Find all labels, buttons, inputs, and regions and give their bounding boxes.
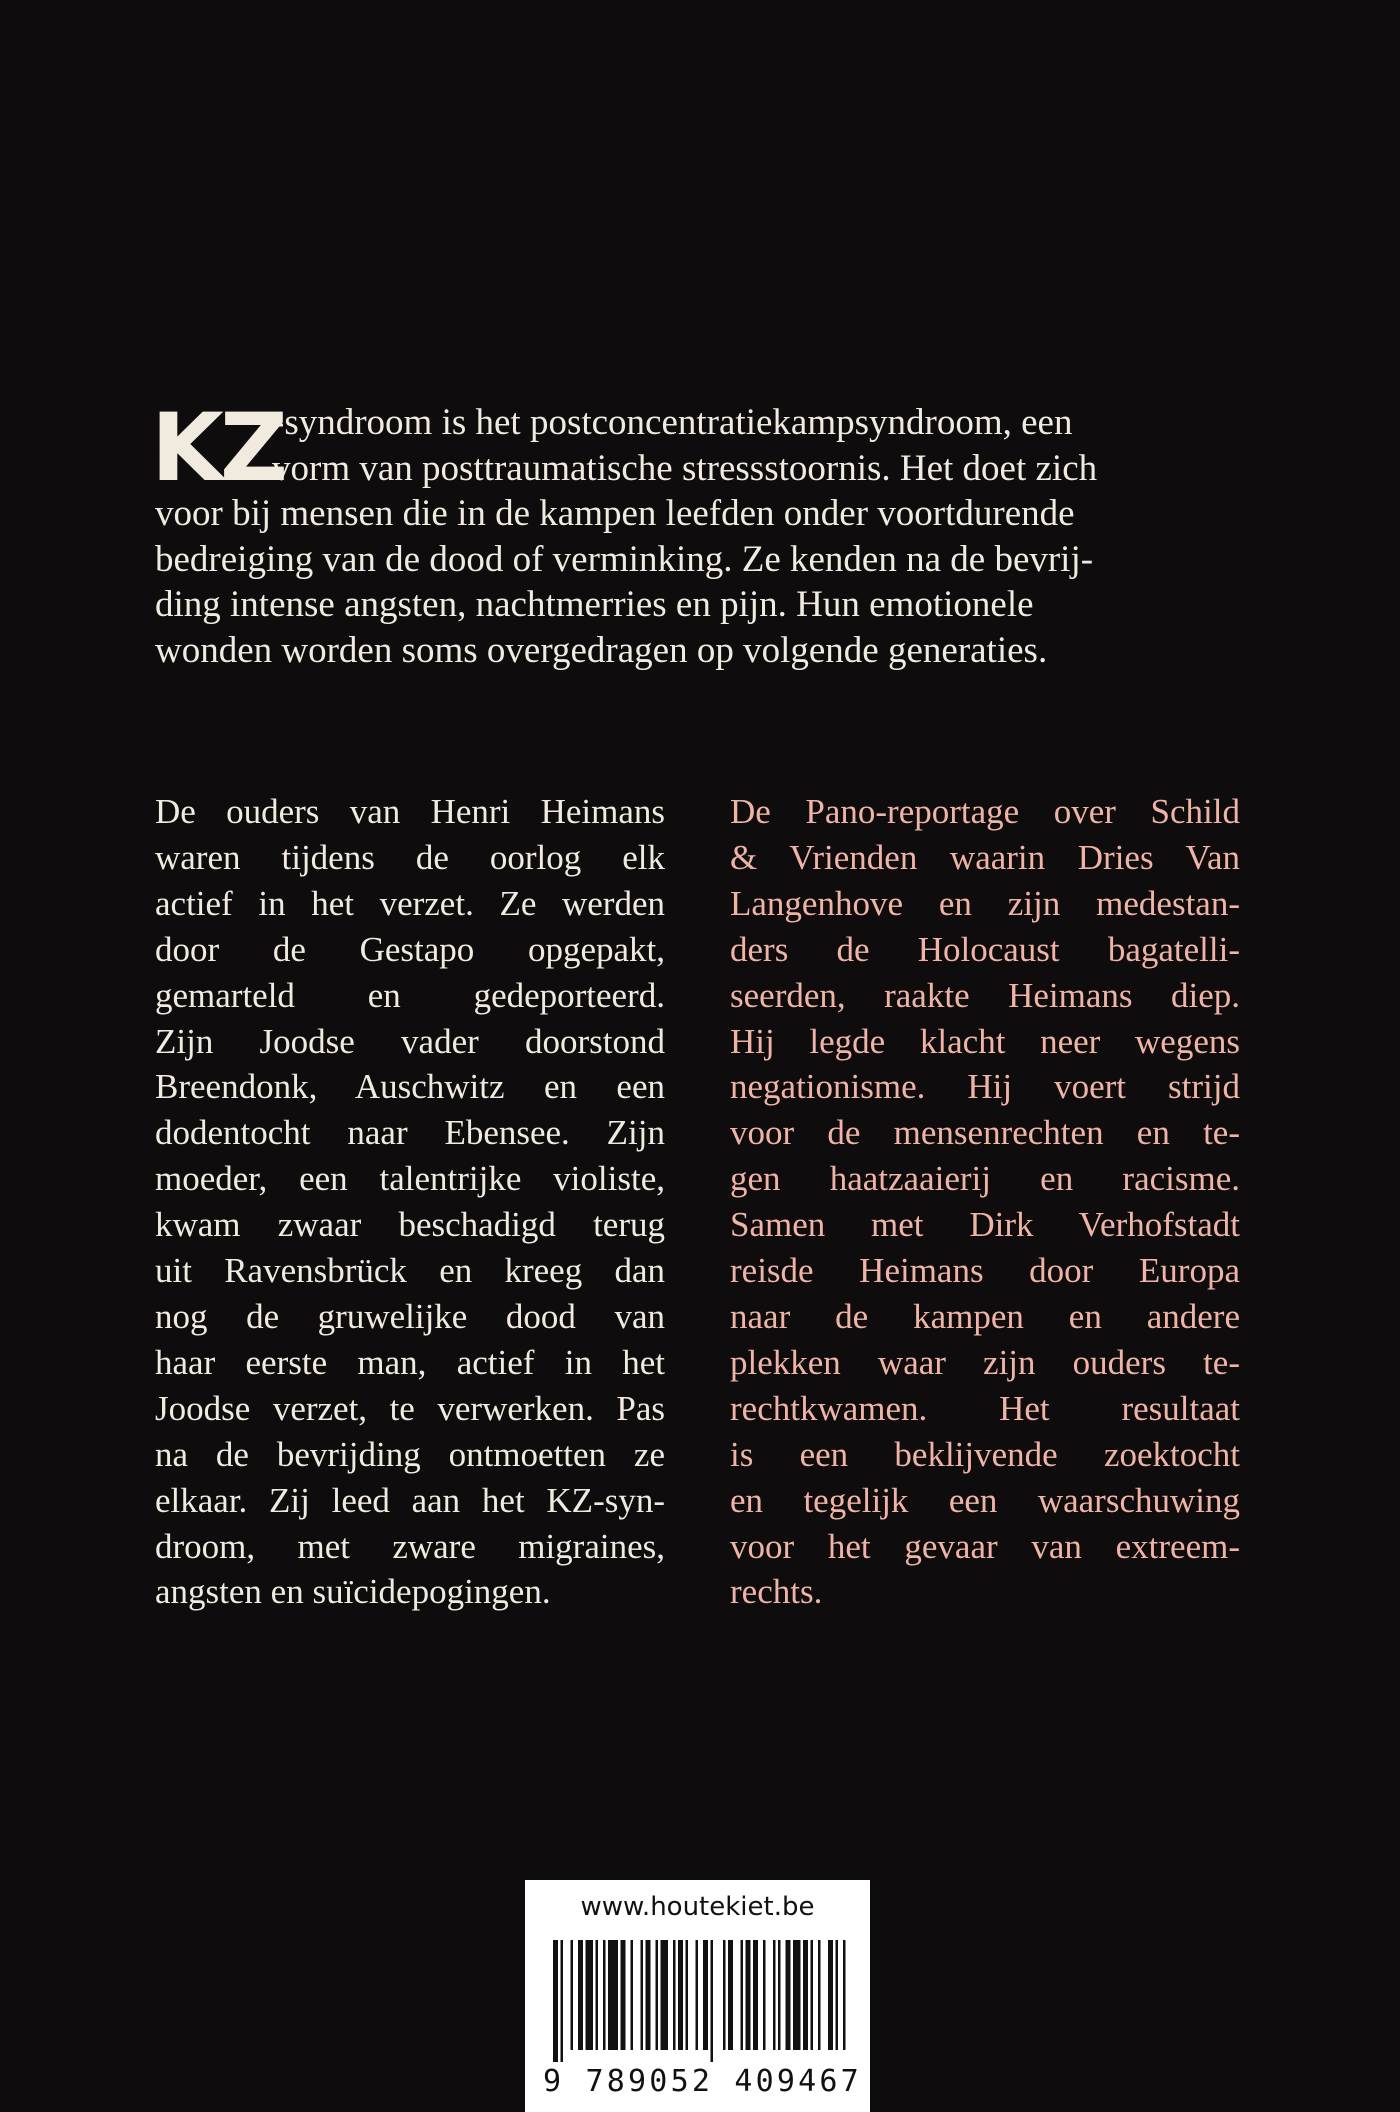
barcode-bar [596, 1940, 599, 2050]
intro-line: wonden worden soms overgedragen op volgende generaties. [155, 629, 1048, 671]
left-line: De ouders van Henri Heimans [155, 792, 665, 831]
right-line: reisde Heimans door Europa [730, 1251, 1240, 1291]
barcode-bar [678, 1940, 683, 2050]
drop-cap: KZ [151, 394, 284, 503]
barcode-bar [811, 1940, 814, 2050]
barcode-bar [553, 1940, 558, 2062]
right-line: Langenhove en zijn medestan- [730, 883, 1240, 923]
barcode-bar [778, 1940, 781, 2050]
left-line: na de bevrijding ontmoetten ze [155, 1434, 665, 1474]
barcode-bar [723, 1940, 726, 2050]
right-line: & Vrienden waarin Dries Van [730, 837, 1240, 877]
barcode-bar [571, 1940, 574, 2050]
left-line: dodentocht naar Ebensee. Zijn [155, 1113, 665, 1153]
intro-line: bedreiging van de dood of verminking. Ze kenden na de bevrij- [155, 538, 1094, 580]
left-line: moeder, een talentrijke violiste, [155, 1159, 665, 1199]
right-line: rechtkwamen. Het resultaat [730, 1388, 1240, 1428]
barcode-bar [646, 1940, 651, 2050]
right-line: Samen met Dirk Verhofstadt [730, 1205, 1240, 1245]
barcode-bar [728, 1940, 733, 2050]
right-line: plekken waar zijn ouders te- [730, 1342, 1240, 1382]
barcode-bar [836, 1940, 839, 2050]
right-line: seerden, raakte Heimans diep. [730, 975, 1240, 1015]
barcode-bar [686, 1940, 689, 2050]
left-line: Breendonk, Auschwitz en een [155, 1067, 665, 1107]
barcode-bar [603, 1940, 606, 2050]
left-line: waren tijdens de oorlog elk [155, 837, 665, 877]
right-line: voor de mensenrechten en te- [730, 1113, 1240, 1153]
barcode-bar [763, 1940, 766, 2050]
right-column-text [730, 789, 1240, 1615]
intro-line: vorm van posttraumatische stressstoornis. Het doet zich [272, 447, 1098, 489]
barcode-bar [656, 1940, 659, 2050]
barcode-bar [578, 1940, 583, 2050]
barcode-bar [741, 1940, 744, 2050]
intro-line: voor bij mensen die in de kampen leefden onder voortdurende [155, 493, 1075, 534]
left-line: nog de gruwelijke dood van [155, 1296, 665, 1336]
barcode-bar [843, 1940, 846, 2050]
barcode-bar [631, 1940, 634, 2050]
publisher-website: www.houtekiet.be [580, 1892, 815, 1922]
right-line: naar de kampen en andere [730, 1296, 1240, 1336]
barcode-bar [661, 1940, 669, 2050]
left-line: Joodse verzet, te verwerken. Pas [155, 1388, 665, 1428]
right-line: Hij legde klacht neer wegens [730, 1021, 1240, 1061]
barcode-bar [673, 1940, 676, 2050]
right-line: De Pano-reportage over Schild [730, 792, 1240, 831]
barcode-bar [793, 1940, 801, 2050]
barcode-bar [818, 1940, 821, 2050]
barcode-bar [773, 1940, 776, 2050]
left-line: haar eerste man, actief in het [155, 1342, 665, 1382]
barcode-bar [753, 1940, 758, 2050]
right-line: ders de Holocaust bagatelli- [730, 929, 1240, 969]
barcode-bar [703, 1940, 708, 2050]
left-line: angsten en suïcidepogingen. [155, 1572, 551, 1612]
left-line: uit Ravensbrück en kreeg dan [155, 1251, 665, 1291]
barcode-panel [525, 1880, 870, 2112]
barcode-bar [641, 1940, 644, 2050]
barcode-icon [553, 1940, 848, 2062]
left-line: gemarteld en gedeporteerd. [155, 975, 665, 1015]
left-line: droom, met zware migraines, [155, 1526, 665, 1566]
right-line: negationisme. Hij voert strijd [730, 1067, 1240, 1107]
left-line: actief in het verzet. Ze werden [155, 883, 665, 923]
barcode-bar [711, 1940, 714, 2062]
right-line: rechts. [730, 1572, 823, 1612]
barcode-bar [803, 1940, 808, 2050]
right-line: is een beklijvende zoektocht [730, 1434, 1240, 1474]
barcode-bar [786, 1940, 791, 2050]
right-line: gen haatzaaierij en racisme. [730, 1159, 1240, 1199]
barcode-bar [608, 1940, 618, 2050]
barcode-bar [586, 1940, 594, 2050]
barcode-bar [621, 1940, 626, 2050]
barcode-bar [828, 1940, 833, 2050]
left-line: elkaar. Zij leed aan het KZ-syn- [155, 1480, 665, 1520]
barcode-bar [696, 1940, 699, 2050]
barcode-bar [746, 1940, 751, 2050]
right-line: voor het gevaar van extreem- [730, 1526, 1240, 1566]
left-column-text [155, 789, 665, 1615]
intro-line: ding intense angsten, nachtmerries en pijn. Hun emotionele [155, 584, 1034, 625]
barcode-bar [561, 1940, 564, 2062]
left-line: Zijn Joodse vader doorstond [155, 1021, 665, 1061]
intro-line: -syndroom is het postconcentratiekampsyndroom, een [272, 402, 1073, 443]
isbn-number: 9 789052 409467 [543, 2064, 862, 2099]
left-line: door de Gestapo opgepakt, [155, 929, 665, 969]
right-line: en tegelijk een waarschuwing [730, 1480, 1240, 1520]
intro-paragraph [151, 394, 1245, 673]
left-line: kwam zwaar beschadigd terug [155, 1205, 665, 1245]
